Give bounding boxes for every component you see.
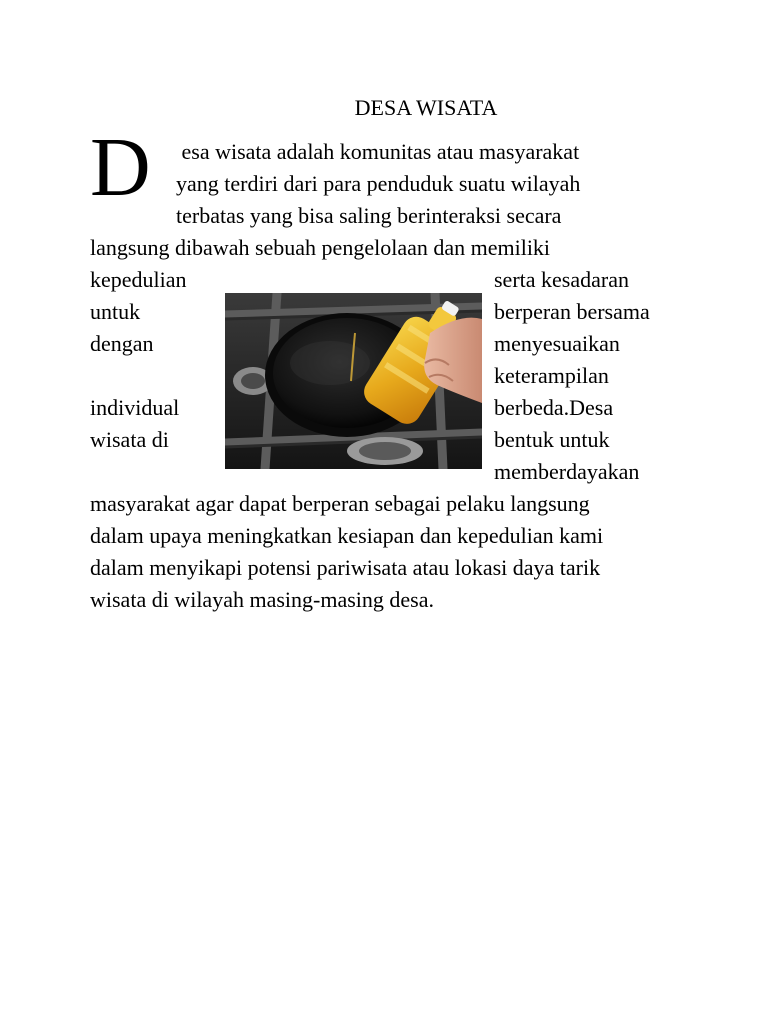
paragraph-line-right: memberdayakan (494, 459, 640, 484)
paragraph-line-right: serta kesadaran (494, 267, 629, 292)
paragraph-line-right: keterampilan (494, 363, 609, 388)
paragraph-line-right: bentuk untuk (494, 427, 610, 452)
drop-cap: D (90, 121, 151, 214)
paragraph-line: yang terdiri dari para penduduk suatu wilayah (176, 171, 581, 196)
paragraph-line: esa wisata adalah komunitas atau masyarakat (176, 139, 580, 164)
paragraph-line-left: kepedulian (90, 267, 187, 292)
paragraph-line: wisata di wilayah masing-masing desa. (90, 587, 434, 612)
paragraph-line-left: individual (90, 395, 180, 420)
paragraph-line: terbatas yang bisa saling berinteraksi secara (176, 203, 562, 228)
paragraph-line-right: menyesuaikan (494, 331, 620, 356)
paragraph-line: dalam upaya meningkatkan kesiapan dan kepedulian kami (90, 523, 604, 548)
paragraph-line: masyarakat agar dapat berperan sebagai pelaku langsung (90, 491, 590, 516)
paragraph-line-left: dengan (90, 331, 154, 356)
paragraph-line: langsung dibawah sebuah pengelolaan dan memiliki (90, 235, 551, 260)
page-title: DESA WISATA (354, 95, 498, 120)
paragraph-line-right: berperan bersama (494, 299, 650, 324)
paragraph-line-left: untuk (90, 299, 141, 324)
paragraph-line: dalam menyikapi potensi pariwisata atau lokasi daya tarik (90, 555, 601, 580)
paragraph-line-left: wisata di (90, 427, 169, 452)
paragraph-line-right: berbeda.Desa (494, 395, 614, 420)
oil-bottle-pouring-into-pan-icon (225, 293, 482, 469)
